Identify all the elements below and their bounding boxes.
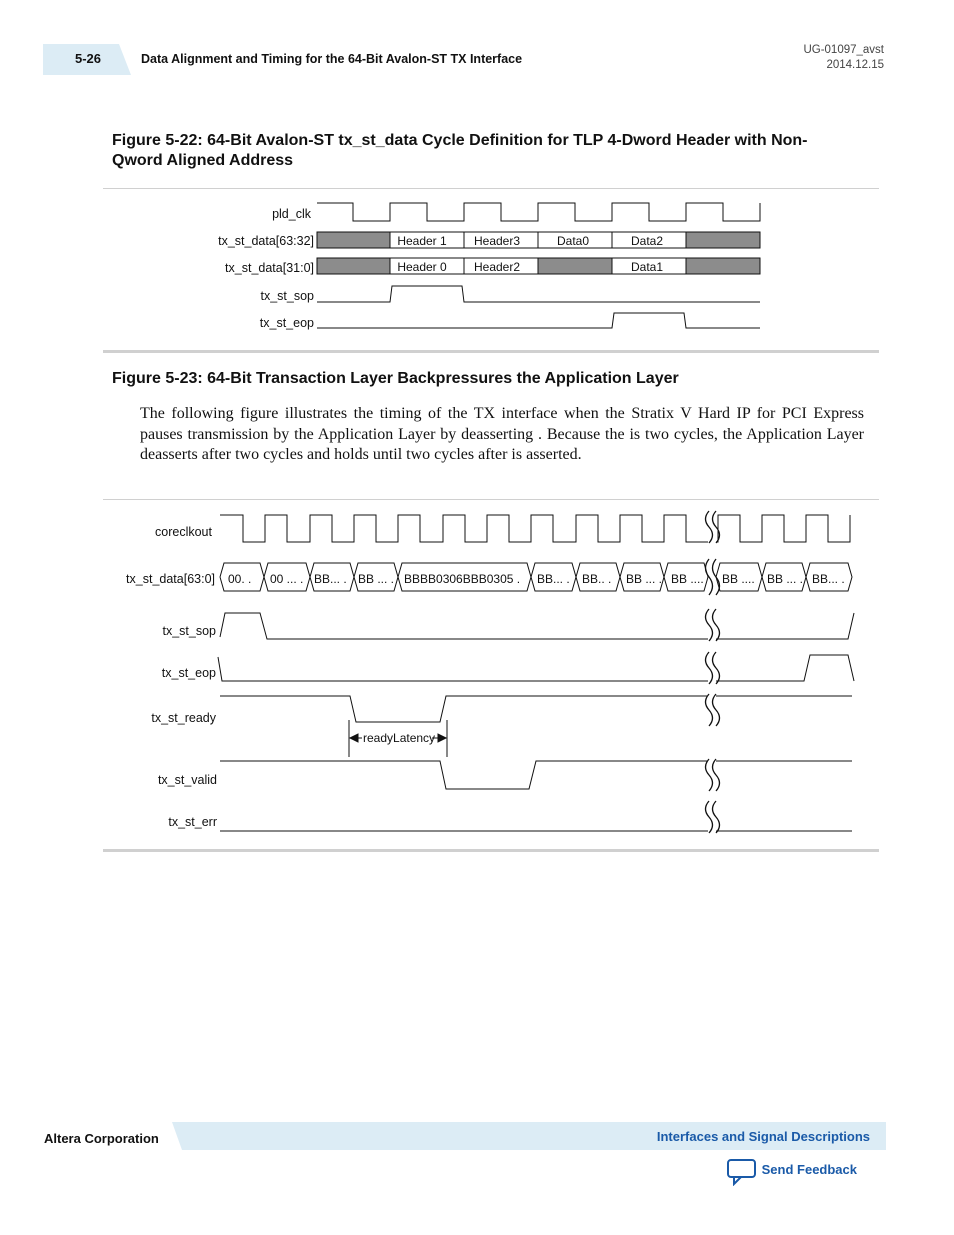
data-cell: BB... . [812, 572, 845, 586]
signal-label: tx_st_ready [151, 711, 216, 725]
divider [103, 188, 879, 189]
tx-st-eop-waveform [716, 655, 854, 681]
data-cell: Header3 [473, 234, 521, 248]
time-break-symbols [706, 511, 720, 833]
signal-label: tx_st_eop [259, 316, 314, 330]
footer-company: Altera Corporation [44, 1131, 159, 1146]
data-cell: BB .... [671, 572, 704, 586]
data-cell: Data2 [630, 234, 664, 248]
doc-date: 2014.12.15 [826, 59, 884, 71]
signal-label: tx_st_eop [161, 666, 216, 680]
signal-label: coreclkout [155, 525, 212, 539]
send-feedback-link[interactable]: Send Feedback [761, 1162, 857, 1177]
tx-st-sop-waveform [220, 613, 708, 639]
data-cell: Header2 [473, 260, 521, 274]
coreclkout-waveform [716, 515, 850, 542]
data-cell: BB ... . [767, 572, 804, 586]
tx-st-ready-waveform [220, 696, 708, 722]
page-number: 5-26 [74, 51, 102, 66]
figure-5-22-title: Figure 5-22: 64-Bit Avalon-ST tx_st_data Cycle Definition for TLP 4-Dword Header with Non-Qword Aligned Address [112, 132, 808, 169]
footer-section-link[interactable]: Interfaces and Signal Descriptions [656, 1129, 870, 1144]
divider [103, 849, 879, 852]
signal-label: tx_st_sop [162, 624, 216, 638]
divider [103, 350, 879, 353]
data-cell: BB.. . [582, 572, 612, 586]
pld-clk-waveform [317, 203, 760, 221]
data-cell: BB ... . [626, 572, 663, 586]
figure-5-22-timing-diagram [0, 195, 954, 340]
data-cell: Header 0 [397, 260, 447, 274]
figure-5-23-title: Figure 5-23: 64-Bit Transaction Layer Backpressures the Application Layer [112, 370, 679, 387]
signal-label: tx_st_err [168, 815, 217, 829]
tx-st-eop-waveform [218, 657, 708, 681]
data-cell: BB .... [722, 572, 755, 586]
figure-5-23-timing-diagram [0, 505, 954, 845]
signal-label: pld_clk [272, 207, 311, 221]
signal-label: tx_st_sop [260, 289, 314, 303]
doc-id: UG-01097_avst [803, 44, 884, 56]
data-cell: Data1 [630, 260, 664, 274]
data-cell: BB... . [314, 572, 347, 586]
tx-st-sop-waveform [317, 286, 760, 302]
data-cell: BB ... . [358, 572, 395, 586]
signal-label: tx_st_valid [157, 773, 217, 787]
signal-label: tx_st_data[63:0] [126, 572, 215, 586]
figure-5-23-paragraph: The following figure illustrates the timing of the TX interface when the Stratix V Hard IP for PCI Express pauses transmission by the Application Layer by deasserting . Because the is two cycles, the Application Layer deasserts after two cycles and holds until two cycles after is asserted. [140, 405, 864, 463]
tx-st-eop-waveform [317, 313, 760, 328]
header-title: Data Alignment and Timing for the 64-Bit Avalon-ST TX Interface [141, 52, 523, 66]
ready-latency-label: readyLatency [363, 731, 436, 745]
coreclkout-waveform [220, 515, 708, 542]
data-cell: 00 ... . [270, 572, 304, 586]
data-cell: Data0 [556, 234, 590, 248]
feedback-icon[interactable] [726, 1158, 758, 1191]
tx-st-sop-waveform [716, 613, 854, 639]
signal-label: tx_st_data[63:32] [218, 234, 314, 248]
signal-label: tx_st_data[31:0] [225, 261, 314, 275]
divider [103, 499, 879, 500]
data-cell: BBBB0306BBB0305 . [404, 572, 521, 586]
doc-id-block [803, 43, 884, 73]
data-cell: BB... . [537, 572, 570, 586]
data-cell: Header 1 [397, 234, 447, 248]
data-cell: 00. . [228, 572, 252, 586]
tx-st-valid-waveform [220, 761, 708, 789]
